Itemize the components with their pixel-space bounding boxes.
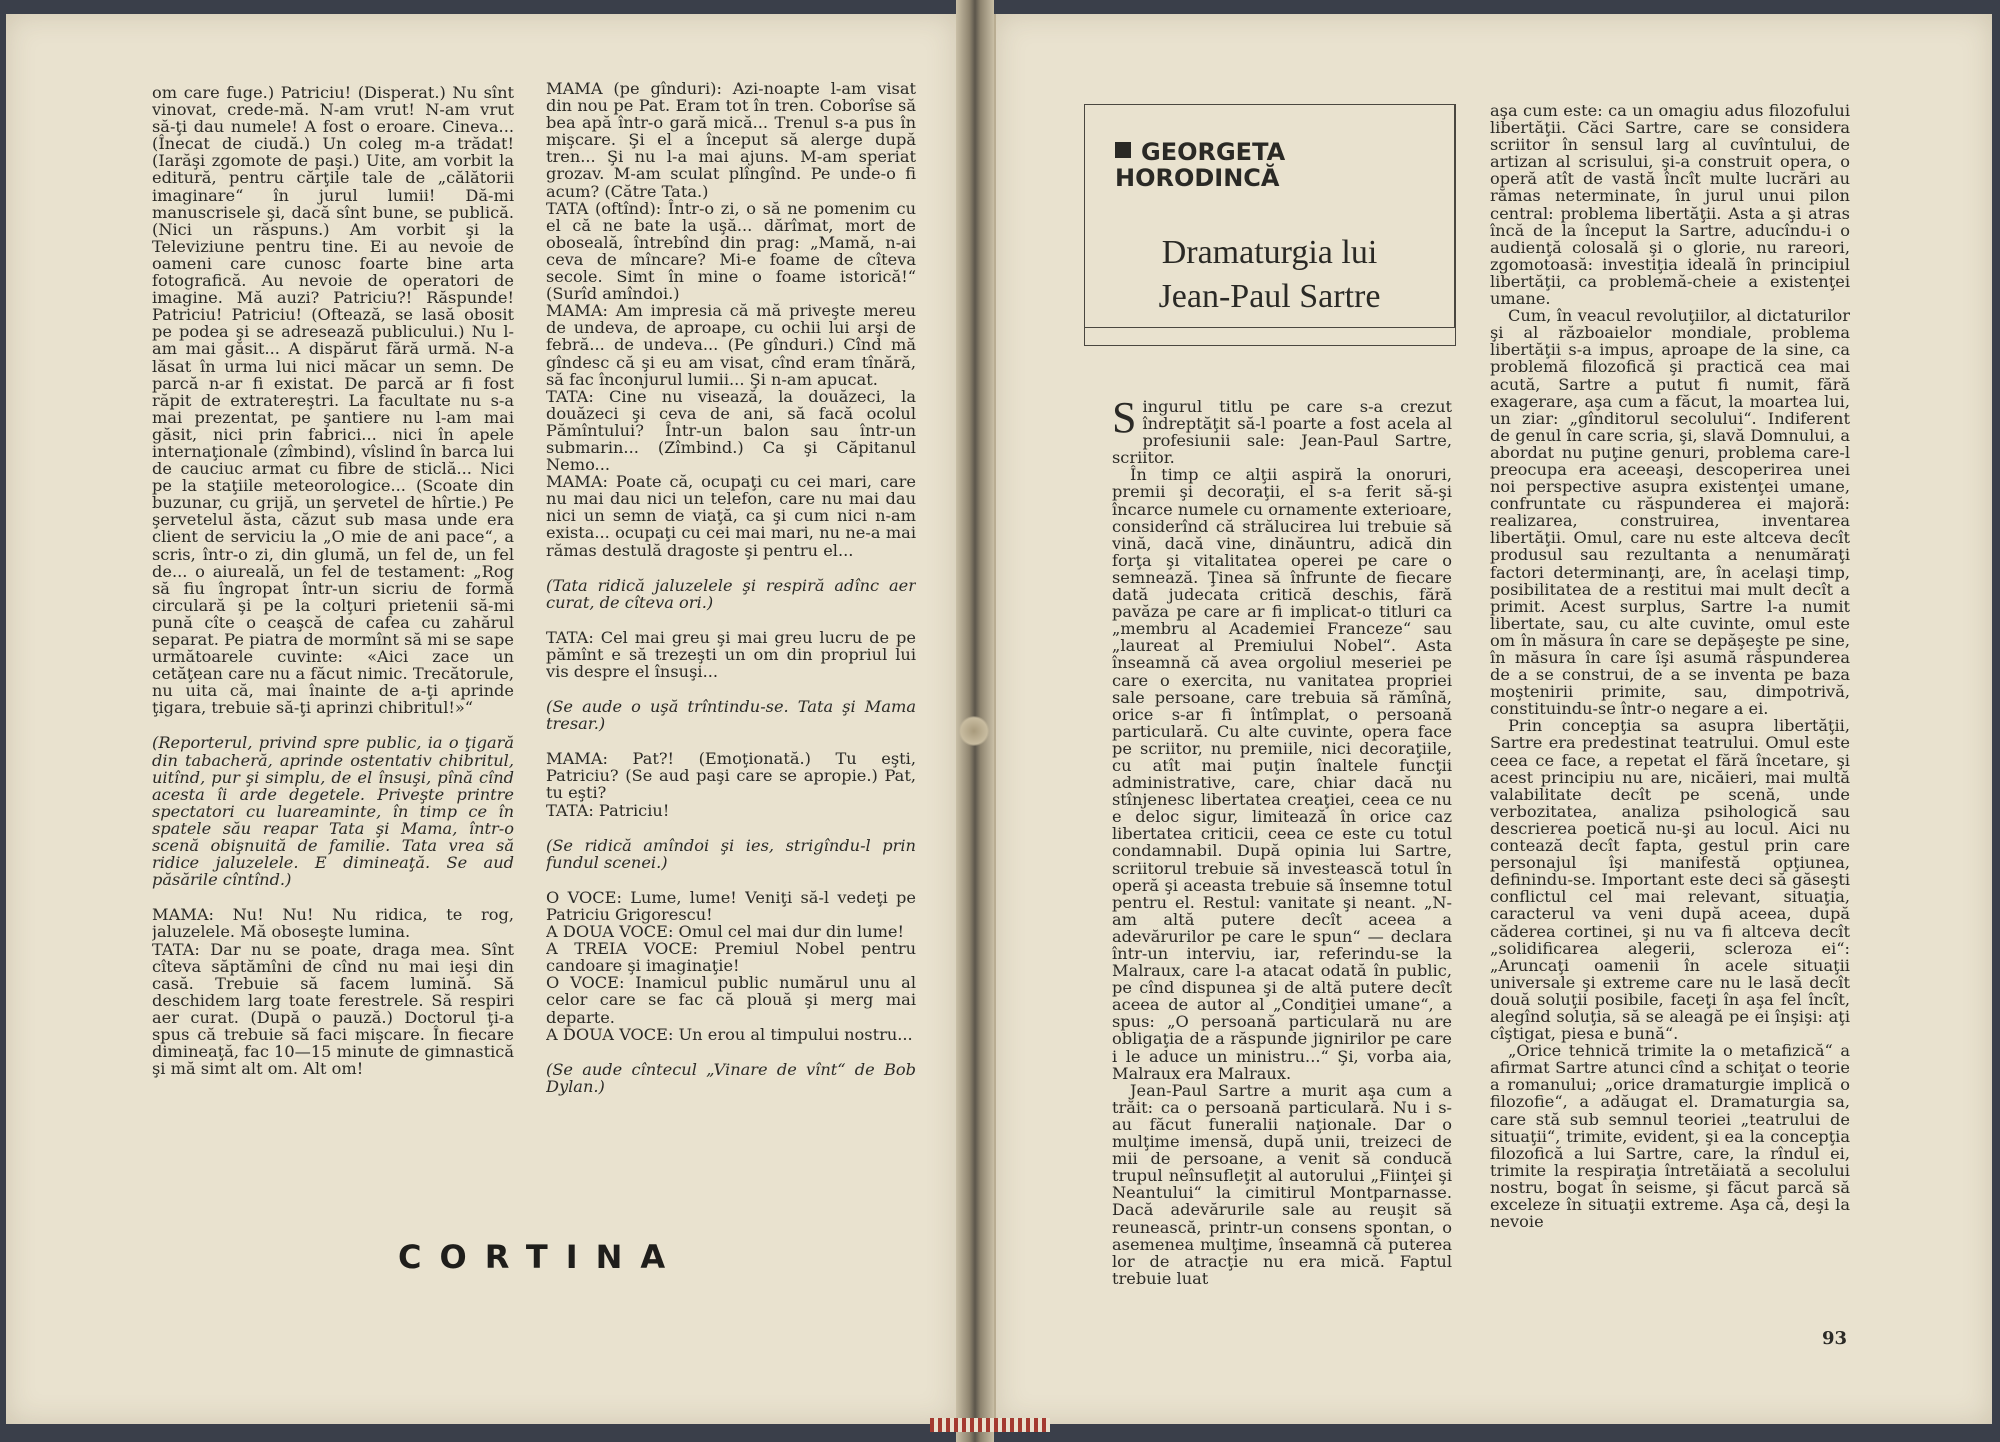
paragraph: A TREIA VOCE: Premiul Nobel pentru candoare şi imaginaţie! — [546, 939, 916, 976]
paragraph: Cum, în veacul revoluţiilor, al dictaturilor şi al războaielor mondiale, problema libertăţii s-a impus, aproape de la sine, ca problemă filozofică şi practică cea mai acută, Sartre a putut fi numit, fără exagerare, aşa cum a făcut, la moartea lui, un ziar: „gînditorul secolului“. Indiferent de genul în care scria, şi, slavă Domnului, a abordat nu puţine genuri, problema care-l preocupa era aceeaşi, descoperirea unei noi perspective asupra existenţei umane, confruntate cu răspunderea ei majoră: realizarea, construirea, inventarea libertăţii. Omul, care nu este altceva decît produsul sau rezultanta a nenumăraţi factori determinanţi, are, în acelaşi timp, posibilitatea de a restitui mai mult decît a primit. Acest surplus, Sartre l-a numit libertate, sau, cu alte cuvinte, omul este om în măsura în care se depăşeşte pe sine, în măsura în care îşi asumă răspunderea de a se construi, de a se inventa pe baza moştenirii primite, sau, dimpotrivă, constituindu-se într-o negare a ei. — [1490, 306, 1850, 719]
paragraph-gap — [152, 888, 514, 906]
paragraph: MAMA: Poate că, ocupaţi cu cei mari, care nu mai dau nici un telefon, care nu mai dau nici un semn de viaţă, ca şi cum nici n-am exista... ocupaţi cu cei mai mari, nu ne-a mai rămas destulă dragoste şi pentru el... — [546, 472, 916, 560]
bullet-square-icon — [1115, 142, 1131, 158]
paragraph: MAMA: Nu! Nu! Nu ridica, te rog, jaluzelele. Mă oboseşte lumina. — [152, 905, 514, 942]
page-number: 93 — [1822, 1328, 1848, 1349]
paragraph: MAMA: Am impresia că mă priveşte mereu de undeva, de aproape, cu ochii lui arşi de febră... de undeva... (Pe gînduri.) Cînd mă gîndesc că şi eu am visat, cînd eram tînără, să fac înconjurul lumii... Şi n-am apucat. — [546, 301, 916, 389]
title-box-inner — [1085, 105, 1455, 328]
paragraph: O VOCE: Inamicul public numărul unu al celor care se fac că plouă şi merg mai departe. — [546, 973, 916, 1027]
paragraph-gap — [546, 871, 916, 889]
lead-text: ingurul titlu pe care s-a crezut îndreptăţit să-l poarte a fost acela al profesiunii sale: Jean-Paul Sartre, scriitor. — [1112, 398, 1452, 468]
paragraph: Jean-Paul Sartre a murit aşa cum a trăit: ca o persoană particulară. Nu i s-au făcut funeralii naţionale. Dar o mulţime imensă, după unii, treizeci de mii de persoane, a venit să conducă trupul neînsufleţit al autorului „Fiinţei şi Neantului“ la cimitirul Montparnasse. Dacă adevărurile sale au reuşit să reunească, printr-un consens spontan, o asemenea mulţime, înseamnă că puterea lor de atracţie nu era mică. Faptul trebuie luat — [1112, 1080, 1452, 1288]
paragraph: În timp ce alţii aspiră la onoruri, premii şi decoraţii, el s-a ferit să-şi încarce numele cu ornamente exterioare, considerînd că strălucirea lui trebuie să vină, dacă vine, dinăuntru, adică din forţa şi vitalitatea operei pe care o semnează. Ţinea să înfrunte de fiecare dată judecata critică deschis, fără pavăza pe care ar fi implicat-o titluri ca „membru al Academiei Franceze“ sau „laureat al Premiului Nobel“. Asta înseamnă că avea orgoliul meseriei pe care o exercita, nu vanitatea propriei sale persoane, care trebuia să rămînă, orice s-ar fi întîmplat, o persoană particulară. Cu alte cuvinte, opera face pe scriitor, nu premiile, nici decoraţiile, cu atît mai puţin înaltele funcţii administrative, care, chiar dacă nu stînjenesc libertatea creaţiei, ceea ce nu e deloc sigur, limitează în orice caz libertatea criticii, ceea ce este cu totul condamnabil. După opinia lui Sartre, scriitorul trebuie să investească totul în operă şi aceasta trebuie să însemne totul pentru el. Restul: vanitate şi neant. „N-am altă putere decît aceea a adevărurilor pe care le spun“ — declara într-un interviu, iar, referindu-se la Malraux, care l-a atacat odată în public, pe cînd dispunea şi de altă putere decît aceea de autor al „Condiţiei umane“, a spus: „O persoană particulară nu are obligaţia de a răspunde jignirilor pe care i le aduce un ministru...“ Şi, vorba aia, Malraux era Malraux. — [1112, 465, 1452, 1083]
paragraph-gap — [546, 1043, 916, 1061]
paragraph: (Reporterul, privind spre public, ia o ţigară din tabacheră, aprinde ostentativ chibritul, uitînd, pur şi simplu, de el însuşi, pînă cînd acesta îi arde degetele. Priveşte printre spectatori cu luareaminte, în timp ce în spatele său reapar Tata şi Mama, într-o scenă obişnuită de familie. Tata vrea să ridice jaluzelele. E dimineaţă. Se aud păsările cîntînd.) — [152, 733, 514, 890]
paragraph: (Se aude cîntecul „Vinare de vînt“ de Bob Dylan.) — [546, 1059, 916, 1096]
paragraph: O VOCE: Lume, lume! Veniţi să-l vedeţi pe Patriciu Grigorescu! — [546, 887, 916, 924]
paragraph: MAMA: Pat?! (Emoţionată.) Tu eşti, Patriciu? (Se aud paşi care se apropie.) Pat, tu eşti? — [546, 749, 916, 803]
paragraph: A DOUA VOCE: Un erou al timpului nostru... — [546, 1024, 913, 1044]
paragraph: TATA: Cel mai greu şi mai greu lucru de pe pămînt e să trezeşti un om din propriul lui vis despre el însuşi... — [546, 627, 916, 681]
article-title-box — [1084, 104, 1456, 346]
paragraph: TATA (oftînd): Într-o zi, o să ne pomenim cu el că ne bate la uşă... dărîmat, mort de oboseală, întrebînd din prag: „Mamă, n-ai ceva de mîncare? Mi-e foame de cîteva secole. Simt în mine o foame istorică!“ (Surîd amîndoi.) — [546, 198, 916, 304]
paragraph: „Orice tehnică trimite la o metafizică“ a afirmat Sartre atunci cînd a schiţat o teorie a romanului; „orice dramaturgie implică o filozofie“, a adăugat el. Dramaturgia sa, care stă sub semnul teoriei „teatrului de situaţii“, trimite, evident, şi ea la concepţia filozofică a lui Sartre, care, la rîndul ei, trimite la respiraţia întretăiată a secolului nostru, bogat în seisme, şi făcut parcă să exceleze în situaţii extreme. Aşa că, deşi la nevoie — [1490, 1041, 1850, 1232]
article-title — [1085, 231, 1454, 319]
paper-stain — [958, 716, 990, 746]
paragraph-gap — [152, 716, 514, 734]
paragraph: om care fuge.) Patriciu! (Disperat.) Nu sînt vinovat, crede-mă. N-am vrut! N-am vrut să-ţi dau numele! A fost o eroare. Cineva... (Înecat de ciudă.) Un coleg m-a trădat! (Iarăşi zgomote de paşi.) Uite, am vorbit la editură, pentru cărţile tale de „călătorii imaginare“ în jurul lumii! Dă-mi manuscrisele şi, dacă sînt bune, se publică. (Nici un răspuns.) Am vorbit şi la Televiziune pentru tine. Ei au nevoie de oameni care cunosc foarte bine arta fotografică. Au nevoie de operatori de imagine. Mă auzi? Patriciu?! Răspunde! Patriciu! Patriciu! (Oftează, se lasă obosit pe podea şi se adresează publicului.) Nu l-am mai găsit... A dispărut fără urmă. N-a lăsat în urma lui nici măcar un semn. De parcă n-ar fi existat. De parcă ar fi fost răpit de extratereştri. La facultate nu s-a mai prezentat, pe şantiere nu l-am mai găsit, nici prin fabrici... nici în apele internaţionale (zîmbind), vîslind în barca lui de cauciuc armat cu fibre de sticlă... Nici pe la staţiile meteorologice... (Scoate din buzunar, cu grijă, un şervetel de hîrtie.) Pe şervetelul ăsta, căzut sub masa unde era client de serviciu la „O mie de ani pace“, a scris, într-o zi, din glumă, un fel de, un fel de... o aiureală, un fel de testament: „Rog să fiu îngropat într-un sicriu de formă circulară şi pe la colţuri prietenii să-mi pună cîte o ceaşcă de cafea cu zahărul separat. Pe piatra de mormînt să mi se sape următoarele cuvinte: «Aici zace un cetăţean care nu a făcut nimic. Trecătorule, nu uita că, mai înainte de a-ţi aprinde ţigara, trebuie să-ţi aprinzi chibritul!»“ — [152, 84, 514, 718]
paragraph — [1112, 398, 1452, 466]
paragraph: Prin concepţia sa asupra libertăţii, Sartre era predestinat teatrului. Omul este ceea ce face, a repetat el fără încetare, şi acest principiu nu are, nicăieri, mai multă valabilitate decît pe scenă, unde verbozitatea, analiza psihologică sau descrierea poetică nu-şi au locul. Aici nu contează decît fapta, gestul prin care personajul îşi manifestă opţiunea, definindu-se. Important este deci să găseşti conflictul cel mai relevant, situaţia, caracterul va veni după aceea, după căderea cortinei, şi nu va fi altceva decît „solidificarea alegerii, scleroza ei“: „Aruncaţi oamenii în acele situaţii universale şi extreme care nu le lasă decît două soluţii posibile, faceţi în aşa fel încît, alegînd soluţia, să se aleagă pe ei înşişi: aţi cîştigat, piesa e bună“. — [1490, 716, 1850, 1044]
spine-tape — [930, 1418, 1050, 1432]
article-title-line-1: Dramaturgia lui — [1161, 234, 1378, 271]
left-column-2 — [546, 80, 916, 1214]
paragraph: TATA: Dar nu se poate, draga mea. Sînt cîteva săptămîni de cînd nu mai ieşi din casă. Trebuie să facem lumină. Să deschidem larg toate ferestrele. Să respiri aer curat. (După o pauză.) Doctorul ţi-a spus că trebuie să faci mişcare. În fiecare dimineaţă, fac 10—15 minute de gimnastică şi mă simt alt om. Alt om! — [152, 939, 514, 1079]
author-last-name: HORODINCĂ — [1115, 164, 1280, 192]
paragraph-gap — [546, 732, 916, 750]
author-name — [1115, 139, 1285, 191]
curtain-heading: CORTINA — [398, 1238, 684, 1276]
paragraph: (Se aude o uşă trîntindu-se. Tata şi Mama tresar.) — [546, 697, 916, 734]
drop-cap: S — [1112, 398, 1137, 442]
paragraph: TATA: Patriciu! — [546, 800, 670, 820]
paragraph-gap — [546, 559, 916, 577]
paragraph: aşa cum este: ca un omagiu adus filozofului libertăţii. Căci Sartre, care se considera scriitor în sensul larg al cuvîntului, de artizan al scrisului, şi-a construit opera, o operă atît de vastă încît multe lucrări au rămas neterminate, în jurul unui pilon central: problema libertăţii. Asta a şi atras încă de la început la Sartre, aducîndu-i o audienţă colosală şi o glorie, nu rareori, zgomotoasă: investiţia ideală în principiul libertăţii, ca problemă-cheie a existenţei umane. — [1490, 102, 1850, 309]
paragraph: MAMA (pe gînduri): Azi-noapte l-am visat din nou pe Pat. Eram tot în tren. Coborîse să bea apă într-o gară mică... Trenul s-a pus în mişcare. Şi el a început să alerge după tren... Şi nu l-a mai ajuns. M-am speriat grozav. M-am sculat plîngînd. Pe unde-o fi acum? (Către Tata.) — [546, 80, 916, 201]
paragraph-gap — [546, 611, 916, 629]
paragraph: (Se ridică amîndoi şi ies, strigîndu-l prin fundul scenei.) — [546, 835, 916, 872]
paragraph-gap — [546, 680, 916, 698]
author-first-name: GEORGETA — [1141, 138, 1286, 166]
right-column-1 — [1112, 398, 1452, 1298]
left-column-1 — [152, 84, 514, 1208]
paragraph: A DOUA VOCE: Omul cel mai dur din lume! — [546, 922, 905, 942]
paragraph: TATA: Cine nu visează, la douăzeci, la douăzeci şi ceva de ani, să facă ocolul Pămîntului? Într-un balon sau într-un submarin... (Zîmbind.) Ca şi Căpitanul Nemo... — [546, 386, 916, 475]
article-title-line-2: Jean-Paul Sartre — [1158, 278, 1381, 315]
paragraph: (Tata ridică jaluzelele şi respiră adînc aer curat, de cîteva ori.) — [546, 575, 916, 612]
right-column-2 — [1490, 102, 1850, 1302]
paragraph-gap — [546, 819, 916, 837]
